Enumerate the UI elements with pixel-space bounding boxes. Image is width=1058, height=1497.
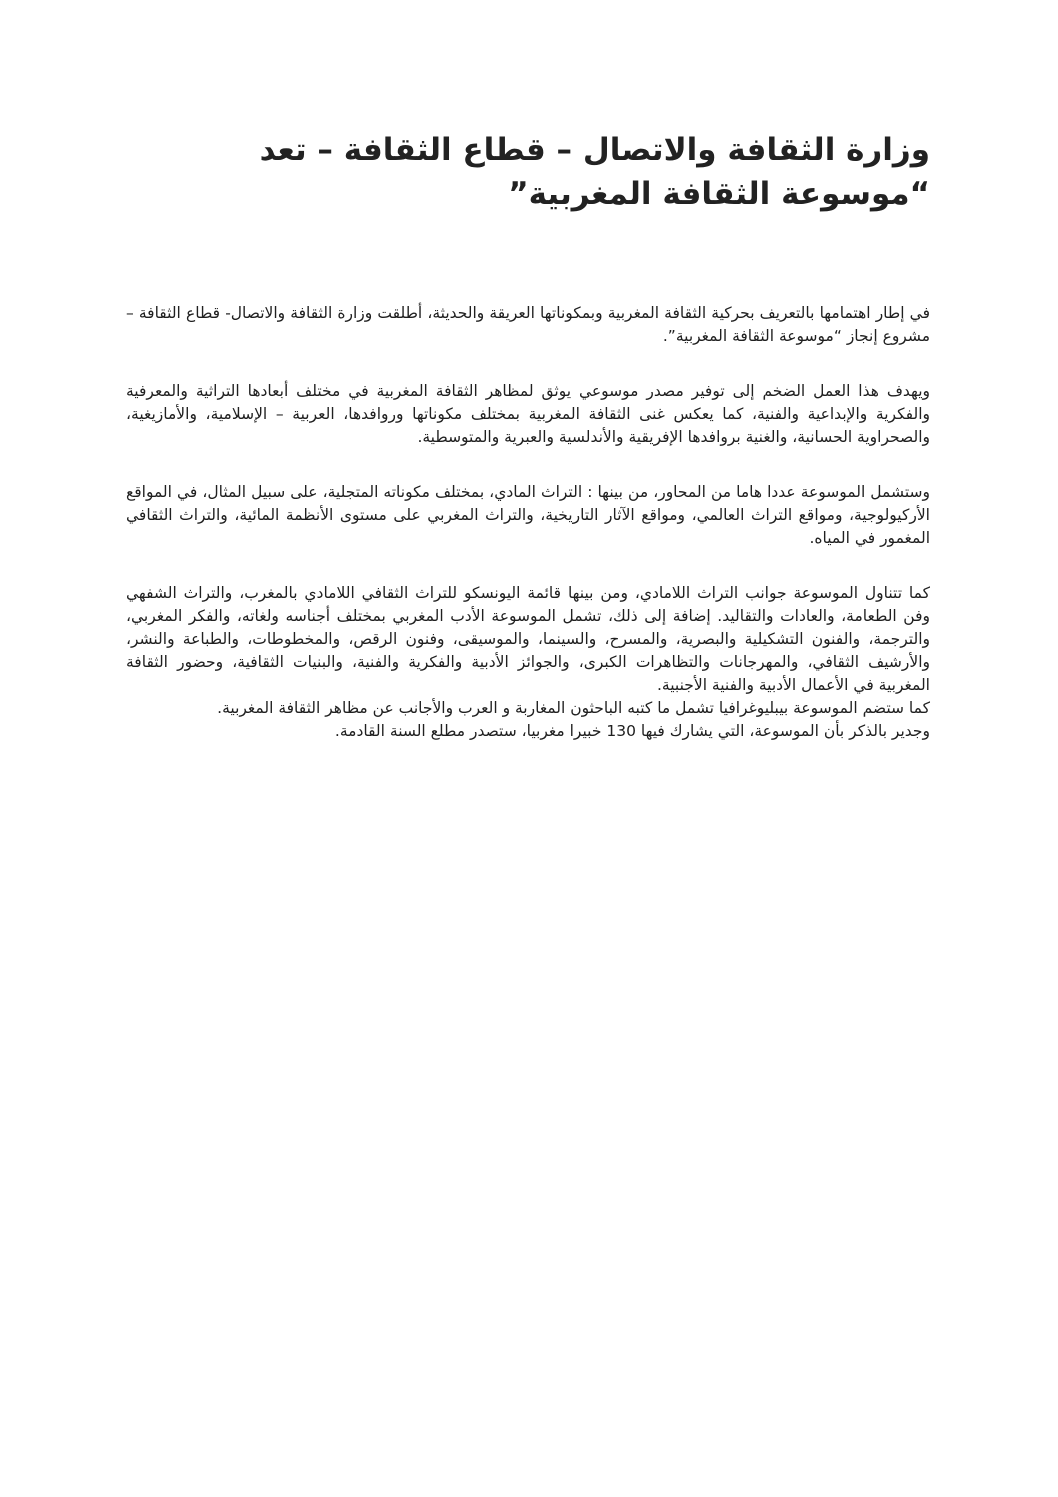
paragraph-intro: في إطار اهتمامها بالتعريف بحركية الثقافة المغربية وبمكوناتها العريقة والحديثة، أطلقت وزارة الثقافة والاتصال- قطاع الثقافة – مشروع إنجاز “موسوعة الثقافة المغربية”.	[126, 304, 930, 345]
paragraph-goal: ويهدف هذا العمل الضخم إلى توفير مصدر موسوعي يوثق لمظاهر الثقافة المغربية في مختلف أبعادها التراثية والمعرفية والفكرية والإبداعية والفنية، كما يعكس غنى الثقافة المغربية بمختلف مكوناتها وروافدها، العربية – الإسلامية، والأمازيغية، والصحراوية الحسانية، والغنية بروافدها الإفريقية والأندلسية والعبرية والمتوسطية.	[126, 382, 930, 446]
document-content	[126, 128, 930, 743]
paragraph-publication-note: وجدير بالذكر بأن الموسوعة، التي يشارك فيها 130 خبيرا مغربيا، ستصدر مطلع السنة القادمة.	[334, 722, 930, 740]
paragraph-bibliography: كما ستضم الموسوعة بيبليوغرافيا تشمل ما كتبه الباحثون المغاربة و العرب والأجانب عن مظاهر الثقافة المغربية.	[217, 699, 930, 717]
document-body	[126, 302, 930, 743]
paragraph-tangible-heritage: وستشمل الموسوعة عددا هاما من المحاور، من بينها : التراث المادي، بمختلف مكوناته المتجلية، على سبيل المثال، في المواقع الأركيولوجية، ومواقع التراث العالمي، ومواقع الآثار التاريخية، والتراث المغربي على مستوى الأنظمة المائية، والتراث الثقافي المغمور في المياه.	[126, 483, 930, 547]
paragraph-intangible-heritage: كما تتناول الموسوعة جوانب التراث اللامادي، ومن بينها قائمة اليونسكو للتراث الثقافي اللامادي بالمغرب، والتراث الشفهي وفن الطعامة، والعادات والتقاليد. إضافة إلى ذلك، تشمل الموسوعة الأدب المغربي بمختلف أجناسه ولغاته، والفكر المغربي، والترجمة، والفنون التشكيلية والبصرية، والمسرح، والسينما، والموسيقى، وفنون الرقص، والمخطوطات، والطباعة والنشر، والأرشيف الثقافي، والمهرجانات والتظاهرات الكبرى، والجوائز الأدبية والفكرية والفنية، والبنيات الثقافية، وحضور الثقافة المغربية في الأعمال الأدبية والفنية الأجنبية.	[126, 584, 930, 694]
document-title: وزارة الثقافة والاتصال – قطاع الثقافة – تعد “موسوعة الثقافة المغربية”	[259, 132, 930, 212]
